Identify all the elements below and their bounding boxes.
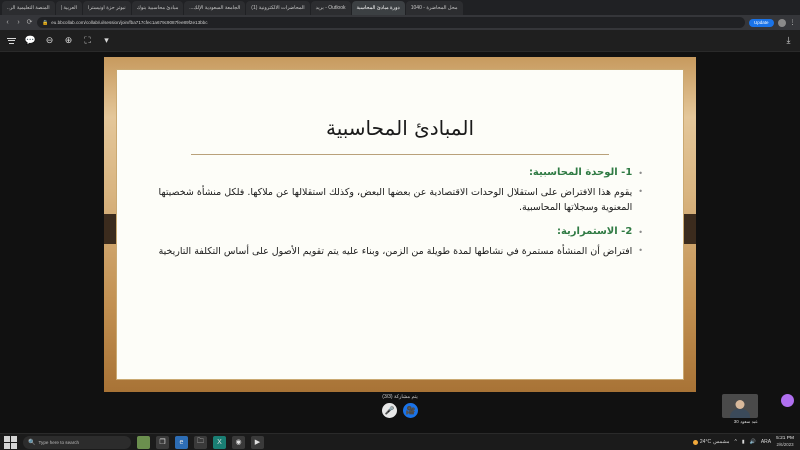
slide-bullet <box>151 244 643 259</box>
camera-icon[interactable]: 🎥 <box>403 403 418 418</box>
presentation-slide <box>104 57 696 392</box>
edge-browser-icon[interactable]: e <box>175 436 188 449</box>
slide-bullet-text: يقوم هذا الافتراض على استقلال الوحدات الاقتصادية عن بعضها البعض، وكذلك استقلالها عن ملاكها. فلكل منشأة شخصيتها المعنوية وسجلاتها المحاسبية. <box>158 187 633 213</box>
browser-tab-active[interactable]: دورة مبادئ المحاسبة <box>352 1 405 15</box>
slide-bullet <box>151 167 643 180</box>
volume-icon[interactable]: 🔊 <box>749 439 756 445</box>
navigation-controls <box>4 19 33 26</box>
taskbar-clock[interactable] <box>776 436 794 448</box>
sun-icon <box>693 440 698 445</box>
floating-action-button[interactable] <box>781 394 794 407</box>
slide-body <box>151 167 649 259</box>
task-view-icon[interactable]: ❐ <box>156 436 169 449</box>
collaborate-toolbar <box>0 30 800 52</box>
browser-tab[interactable]: Outlook - بريد <box>311 1 351 15</box>
search-icon: 🔍 <box>28 439 36 446</box>
forward-arrow-icon[interactable]: › <box>17 19 20 26</box>
self-view-video[interactable] <box>722 394 758 418</box>
slide-bullet-text: 1- الوحدة المحاسبية: <box>528 167 633 178</box>
lock-icon: 🔒 <box>42 19 49 26</box>
chevron-down-icon[interactable]: ▾ <box>104 35 109 45</box>
browser-tab[interactable]: محل المحاضرة - 1040 <box>406 1 463 15</box>
back-arrow-icon[interactable]: ‹ <box>6 19 9 26</box>
url-input[interactable] <box>37 17 745 28</box>
network-icon[interactable]: ▮ <box>741 439 745 445</box>
url-text: eu.bbcollab.com/collab/ui/session/join/fba717cfec1a679c9087fee89f2e13bbc <box>51 20 208 25</box>
presenting-status: يتم مشاركة (3/3) <box>382 394 418 400</box>
avatar-head <box>736 400 745 409</box>
media-player-icon[interactable]: ▶ <box>251 436 264 449</box>
meeting-controls <box>382 403 418 418</box>
fit-to-screen-icon[interactable]: ⛶ <box>84 35 91 45</box>
weather-label: مشمس <box>713 439 730 445</box>
reload-icon[interactable]: ⟳ <box>26 19 33 26</box>
slide-bullet-text: افتراض أن المنشأة مستمرة في نشاطها لمدة طويلة من الزمن، وبناء عليه يتم تقويم الأصول على أساس التكلفة التاريخية <box>158 246 633 257</box>
slide-content <box>116 69 684 380</box>
clock-date: 2/6/2023 <box>776 442 794 447</box>
hamburger-menu-icon[interactable] <box>6 35 17 46</box>
browser-address-bar <box>0 15 800 30</box>
microphone-icon[interactable]: 🎤 <box>382 403 397 418</box>
browser-tab[interactable]: المنصة التعليمية الر.. <box>2 1 55 15</box>
slide-title: المبادئ المحاسبية <box>325 116 475 140</box>
weather-widget[interactable] <box>693 439 730 445</box>
title-divider <box>191 154 609 155</box>
slide-stage <box>0 52 800 392</box>
weather-temp: 24°C <box>699 439 712 445</box>
search-input[interactable] <box>23 436 131 449</box>
slide-bullet <box>151 226 643 239</box>
zoom-out-icon[interactable]: ⊖ <box>45 35 54 45</box>
windows-start-icon[interactable] <box>4 436 17 449</box>
browser-tab[interactable]: الجامعة السعودية الإلك... <box>184 1 245 15</box>
photos-app-icon[interactable] <box>137 436 150 449</box>
browser-tab[interactable]: العربية | <box>56 1 82 15</box>
excel-app-icon[interactable]: X <box>213 436 226 449</box>
browser-tab[interactable]: المحاضرات الالكترونية (1) <box>246 1 309 15</box>
slide-bullet <box>151 185 643 215</box>
show-hidden-icons-icon[interactable]: ^ <box>734 439 737 445</box>
update-button[interactable]: Update <box>749 19 774 27</box>
bullet-dot-icon: • <box>638 169 643 178</box>
profile-avatar[interactable] <box>778 19 786 27</box>
more-vertical-icon[interactable]: ⋮ <box>789 20 796 26</box>
browser-tab[interactable]: مبادئ محاسبية بنوك <box>132 1 184 15</box>
system-tray <box>693 436 796 448</box>
search-placeholder: Type here to search <box>38 439 80 445</box>
browser-tab[interactable]: نبوتر حزة اونيسترا <box>83 1 131 15</box>
file-explorer-icon[interactable]: 🗀 <box>194 436 207 449</box>
zoom-in-icon[interactable]: ⊕ <box>64 35 73 45</box>
clock-time: 5:21 PM <box>776 436 794 441</box>
browser-tab-strip <box>0 0 800 15</box>
participant-name: عبد سعود 30 <box>733 419 758 424</box>
slide-bullet-text: 2- الاستمرارية: <box>556 226 633 237</box>
chat-bubble-icon[interactable]: 💬 <box>24 35 37 45</box>
bullet-dot-icon: • <box>638 187 643 196</box>
bullet-dot-icon: • <box>638 228 643 237</box>
download-icon[interactable]: ⤓ <box>786 35 791 45</box>
language-indicator[interactable]: ARA <box>760 439 772 445</box>
windows-taskbar <box>0 433 800 450</box>
bullet-dot-icon: • <box>638 246 643 255</box>
chrome-browser-icon[interactable]: ◉ <box>232 436 245 449</box>
avatar-body <box>730 409 750 418</box>
